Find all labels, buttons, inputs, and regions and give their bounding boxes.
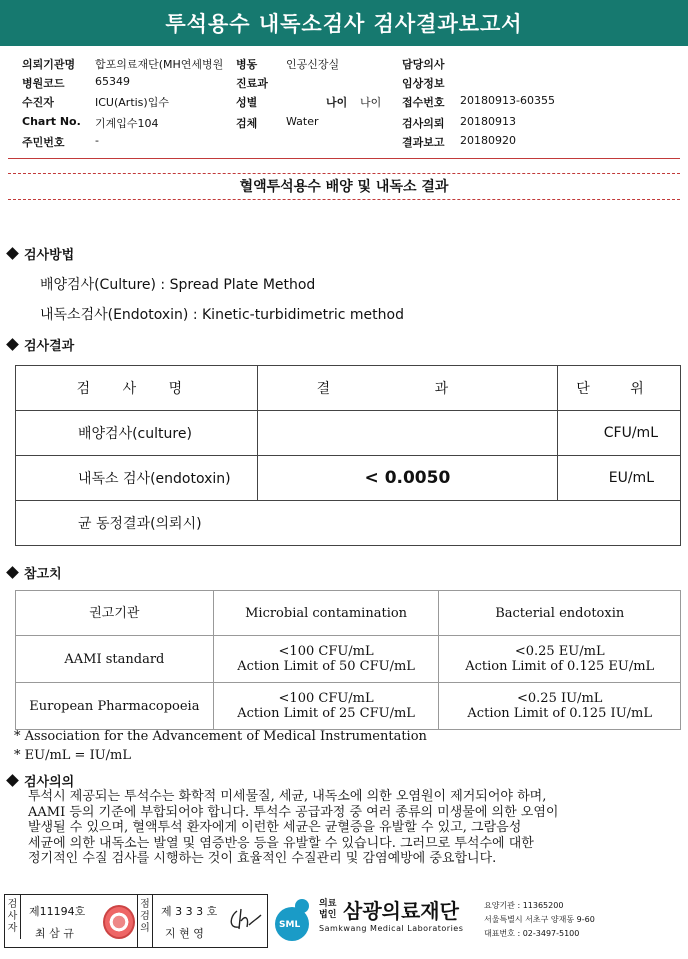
logo-text: SML bbox=[279, 920, 301, 930]
value-age: 나이 bbox=[360, 96, 382, 109]
value-hospital-code: 65349 bbox=[95, 75, 130, 88]
test-name: 균 동정결과(의뢰시) bbox=[16, 501, 681, 546]
patient-info bbox=[0, 52, 688, 150]
reviewer-signature-icon bbox=[227, 905, 263, 935]
org-phone: 대표번호 : 02-3497-5100 bbox=[484, 929, 580, 938]
label-patient: 수진자 bbox=[22, 96, 54, 109]
opinion-line: 정기적인 수질 검사를 시행하는 것이 효율적인 수질관리 및 감염예방에 중요합니다. bbox=[28, 851, 497, 866]
value-report-date: 20180920 bbox=[460, 134, 516, 147]
diamond-bullet-icon bbox=[6, 566, 19, 579]
label-institution: 의뢰기관명 bbox=[22, 58, 76, 71]
opinion-heading bbox=[8, 771, 74, 790]
label-request-date: 검사의뢰 bbox=[402, 117, 445, 130]
label-clinical-info: 임상정보 bbox=[402, 77, 445, 90]
table-row bbox=[16, 501, 681, 546]
reviewer-license-no: 제 3 3 3 호 bbox=[161, 905, 218, 918]
org-prefix-2: 법인 bbox=[319, 910, 337, 920]
ref-endotoxin-limit: <0.25 IU/mL bbox=[517, 691, 603, 706]
footnote-aami: * Association for the Advancement of Medical Instrumentation bbox=[14, 729, 427, 744]
ref-microbial bbox=[213, 683, 439, 730]
tester-label-text: 검사자 bbox=[7, 899, 18, 934]
tester-name: 최 삼 규 bbox=[35, 927, 74, 940]
value-chart-no: 기계입수104 bbox=[95, 117, 159, 130]
label-specimen: 검체 bbox=[236, 117, 258, 130]
methods-heading bbox=[8, 244, 74, 263]
tester-license-no: 제11194호 bbox=[29, 905, 86, 918]
ref-endotoxin-action: Action Limit of 0.125 IU/mL bbox=[467, 706, 652, 721]
label-department: 진료과 bbox=[236, 77, 268, 90]
diamond-bullet-icon bbox=[6, 774, 19, 787]
divider-dashed-2 bbox=[8, 199, 680, 200]
org-code: 요양기관 : 11365200 bbox=[484, 901, 564, 910]
label-sex: 성별 bbox=[236, 96, 258, 109]
value-resident-no: - bbox=[95, 134, 99, 147]
report-title: 투석용수 내독소검사 검사결과보고서 bbox=[0, 0, 688, 46]
col-organization: 권고기관 bbox=[16, 591, 214, 636]
table-row bbox=[16, 636, 681, 683]
ref-microbial bbox=[213, 636, 439, 683]
label-ward: 병동 bbox=[236, 58, 258, 71]
reviewer-label-text: 점검의 bbox=[140, 899, 150, 934]
ref-microbial-action: Action Limit of 25 CFU/mL bbox=[237, 706, 415, 721]
table-row bbox=[16, 456, 681, 501]
methods-heading-text: 검사방법 bbox=[24, 248, 75, 263]
col-endotoxin: Bacterial endotoxin bbox=[439, 591, 681, 636]
label-chart-no: Chart No. bbox=[22, 115, 81, 128]
value-patient: ICU(Artis)입수 bbox=[95, 96, 169, 109]
signature-block bbox=[4, 894, 268, 948]
org-contact bbox=[484, 899, 595, 941]
org-english-name: Samkwang Medical Laboratories bbox=[319, 924, 464, 933]
ref-microbial-limit: <100 CFU/mL bbox=[278, 691, 374, 706]
label-receipt-no: 접수번호 bbox=[402, 96, 445, 109]
value-institution: 합포의료재단(MH연세병원 bbox=[95, 58, 224, 71]
ref-endotoxin bbox=[439, 683, 681, 730]
tester-label bbox=[5, 895, 21, 939]
diamond-bullet-icon bbox=[6, 247, 19, 260]
results-table bbox=[15, 365, 681, 546]
value-ward: 인공신장실 bbox=[286, 58, 340, 71]
table-row bbox=[16, 683, 681, 730]
reference-heading-text: 참고치 bbox=[24, 567, 62, 582]
method-endotoxin: 내독소검사(Endotoxin) : Kinetic-turbidimetric method bbox=[40, 307, 404, 323]
opinion-line: 투석시 제공되는 투석수는 화학적 미세물질, 세균, 내독소에 의한 오염원이 제거되어야 하며, bbox=[28, 789, 547, 804]
org-prefix bbox=[319, 899, 336, 921]
opinion-line: 세균에 의한 내독소는 발열 및 염증반응 등을 유발할 수 있습니다. 그러므로 투석수에 대한 bbox=[28, 835, 534, 851]
reviewer-label bbox=[137, 895, 153, 947]
reference-table bbox=[15, 590, 681, 730]
results-heading-text: 검사결과 bbox=[24, 339, 75, 354]
test-unit: CFU/mL bbox=[558, 411, 681, 456]
test-unit: EU/mL bbox=[558, 456, 681, 501]
col-microbial: Microbial contamination bbox=[213, 591, 439, 636]
ref-microbial-limit: <100 CFU/mL bbox=[278, 644, 374, 659]
table-row bbox=[16, 411, 681, 456]
label-hospital-code: 병원코드 bbox=[22, 77, 65, 90]
ref-organization: AAMI standard bbox=[16, 636, 214, 683]
col-result: 결 과 bbox=[257, 366, 557, 411]
footnote-units: * EU/mL = IU/mL bbox=[14, 748, 132, 763]
ref-endotoxin-action: Action Limit of 0.125 EU/mL bbox=[465, 659, 655, 674]
opinion-line: AAMI 등의 기준에 부합되어야 합니다. 투석수 공급과정 중 여러 종류의 미생물에 의한 오염이 bbox=[28, 804, 559, 820]
divider-dashed bbox=[8, 173, 680, 174]
results-header-row bbox=[16, 366, 681, 411]
org-prefix-1: 의료 bbox=[319, 899, 337, 909]
reference-header-row bbox=[16, 591, 681, 636]
value-specimen: Water bbox=[286, 115, 319, 128]
divider-top bbox=[8, 158, 680, 159]
label-age: 나이 bbox=[326, 96, 348, 109]
org-logo bbox=[270, 896, 314, 944]
test-name: 배양검사(culture) bbox=[16, 411, 258, 456]
value-request-date: 20180913 bbox=[460, 115, 516, 128]
test-result bbox=[257, 411, 557, 456]
ref-microbial-action: Action Limit of 50 CFU/mL bbox=[237, 659, 415, 674]
col-test-name: 검 사 명 bbox=[16, 366, 258, 411]
value-receipt-no: 20180913-60355 bbox=[460, 94, 555, 107]
ref-endotoxin-limit: <0.25 EU/mL bbox=[514, 644, 605, 659]
test-name: 내독소 검사(endotoxin) bbox=[16, 456, 258, 501]
results-heading bbox=[8, 335, 74, 354]
opinion-heading-text: 검사의의 bbox=[24, 775, 75, 790]
opinion-paragraph bbox=[28, 789, 558, 867]
org-address: 서울특별시 서초구 양재동 9-60 bbox=[484, 915, 595, 924]
reference-heading bbox=[8, 563, 62, 582]
col-unit: 단 위 bbox=[558, 366, 681, 411]
org-name: 삼광의료재단 bbox=[343, 899, 459, 923]
opinion-line: 발생될 수 있으며, 혈액투석 환자에게 이런한 세균은 균혈증을 유발할 수 있고, 그람음성 bbox=[28, 820, 522, 835]
label-resident-no: 주민번호 bbox=[22, 136, 65, 149]
tester-seal-icon bbox=[103, 905, 135, 939]
method-culture: 배양검사(Culture) : Spread Plate Method bbox=[40, 277, 316, 293]
test-result: < 0.0050 bbox=[257, 456, 557, 501]
label-report-date: 결과보고 bbox=[402, 136, 445, 149]
ref-endotoxin bbox=[439, 636, 681, 683]
label-physician: 담당의사 bbox=[402, 58, 445, 71]
section-subtitle: 혈액투석용수 배양 및 내독소 결과 bbox=[239, 179, 449, 195]
reviewer-name: 지 현 영 bbox=[165, 927, 204, 940]
diamond-bullet-icon bbox=[6, 338, 19, 351]
ref-organization: European Pharmacopoeia bbox=[16, 683, 214, 730]
